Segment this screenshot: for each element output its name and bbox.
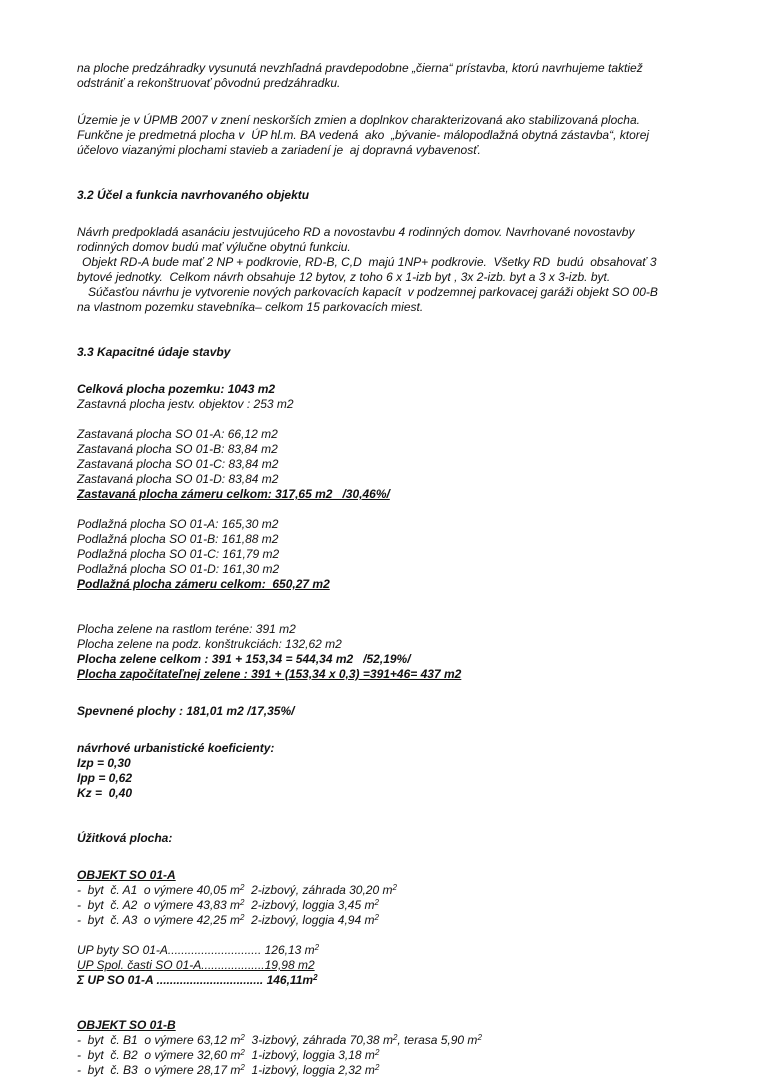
territory-line-1: Územie je v ÚPMB 2007 v znení neskorších zmien a doplnkov charakterizovaná ako stabilizovaná plocha. (77, 113, 640, 127)
useful-area-heading: Úžitková plocha: (77, 831, 173, 845)
section-3-2-heading: 3.2 Účel a funkcia navrhovaného objektu (77, 188, 310, 202)
coefficient-ipp: Ipp = 0,62 (77, 771, 133, 785)
green-total: Plocha zelene celkom : 391 + 153,34 = 544,34 m2 /52,19%/ (77, 652, 411, 666)
coefficient-izp: Izp = 0,30 (77, 756, 131, 770)
object-a-sum-common: UP Spol. časti SO 01-A...................19,98 m2 (77, 958, 315, 972)
intro-line-1: na ploche predzáhradky vysunutá nevzhľadná pravdepodobne „čierna“ prístavba, ktorú navrhujeme taktiež (77, 61, 643, 75)
green-structures: Plocha zelene na podz. konštrukciách: 132,62 m2 (77, 637, 342, 651)
object-a-title: OBJEKT SO 01-A (77, 868, 176, 882)
floor-area-d: Podlažná plocha SO 01-D: 161,30 m2 (77, 562, 280, 576)
document-page (77, 61, 717, 1078)
purpose-line-4: bytové jednotky. Celkom návrh obsahuje 12 bytov, z toho 6 x 1-izb byt , 3x 2-izb. byt a 3 x 3-izb. byt. (77, 270, 611, 284)
object-b-row-2: - byt č. B2 o výmere 32,60 $m^2$ 1-izbový, loggia 3,18 $m^2$ (77, 1048, 380, 1062)
built-area-b: Zastavaná plocha SO 01-B: 83,84 m2 (77, 442, 278, 456)
coefficients-heading: návrhové urbanistické koeficienty: (77, 741, 275, 755)
purpose-line-1: Návrh predpokladá asanáciu jestvujúceho RD a novostavbu 4 rodinných domov. Navrhované novostavby (77, 225, 635, 239)
green-ground: Plocha zelene na rastlom teréne: 391 m2 (77, 622, 296, 636)
object-b-row-3: - byt č. B3 o výmere 28,17 $m^2$ 1-izbový, loggia 2,32 $m^2$ (77, 1063, 380, 1077)
paved-area: Spevnené plochy : 181,01 m2 /17,35%/ (77, 704, 295, 718)
total-plot-area: Celková plocha pozemku: 1043 m2 (77, 382, 276, 396)
object-a-row-2: - byt č. A2 o výmere 43,83 $m^2$ 2-izbový, loggia 3,45 $m^2$ (77, 898, 379, 912)
object-a-sum-flats: UP byty SO 01-A............................ 126,13 $m^2$ (77, 943, 320, 957)
built-area-d: Zastavaná plocha SO 01-D: 83,84 m2 (77, 472, 279, 486)
green-counted: Plocha započítateľnej zelene : 391 + (153,34 x 0,3) =391+46= 437 m2 (77, 667, 462, 681)
floor-area-b: Podlažná plocha SO 01-B: 161,88 m2 (77, 532, 279, 546)
built-area-a: Zastavaná plocha SO 01-A: 66,12 m2 (77, 427, 278, 441)
object-a-sum-total: Σ UP SO 01-A ................................ $146,11m^2$ (77, 973, 318, 987)
purpose-line-2: rodinných domov budú mať výlučne obytnú funkciu. (77, 240, 351, 254)
section-3-3-heading: 3.3 Kapacitné údaje stavby (77, 345, 231, 359)
object-a-row-3: - byt č. A3 o výmere 42,25 $m^2$ 2-izbový, loggia 4,94 $m^2$ (77, 913, 379, 927)
intro-line-2: odstrániť a rekonštruovať pôvodnú predzáhradku. (77, 76, 341, 90)
object-b-title: OBJEKT SO 01-B (77, 1018, 176, 1032)
floor-area-total: Podlažná plocha zámeru celkom: 650,27 m2 (77, 577, 330, 591)
existing-built-area: Zastavná plocha jestv. objektov : 253 m2 (77, 397, 294, 411)
territory-line-3: účelovo viazanými plochami stavieb a zariadení je aj dopravná vybavenosť. (77, 143, 481, 157)
coefficient-kz: Kz = 0,40 (77, 786, 133, 800)
built-area-c: Zastavaná plocha SO 01-C: 83,84 m2 (77, 457, 279, 471)
floor-area-c: Podlažná plocha SO 01-C: 161,79 m2 (77, 547, 280, 561)
purpose-line-5: Súčasťou návrhu je vytvorenie nových parkovacích kapacít v podzemnej parkovacej garáži objekt SO 00-B (88, 285, 658, 299)
object-a-row-1: - byt č. A1 o výmere 40,05 $m^2$ 2-izbový, záhrada 30,20 $m^2$ (77, 883, 397, 897)
object-b-row-1: - byt č. B1 o výmere 63,12 $m^2$ 3-izbový, záhrada 70,38 $m^2$, terasa 5,90 $m^2$ (77, 1033, 482, 1047)
purpose-line-3: Objekt RD-A bude mať 2 NP + podkrovie, RD-B, C,D majú 1NP+ podkrovie. Všetky RD budú obsahovať 3 (82, 255, 657, 269)
territory-line-2: Funkčne je predmetná plocha v ÚP hl.m. BA vedená ako „bývanie- málopodlažná obytná zástavba“, ktorej (77, 128, 650, 142)
built-area-total: Zastavaná plocha zámeru celkom: 317,65 m2 /30,46%/ (77, 487, 390, 501)
floor-area-a: Podlažná plocha SO 01-A: 165,30 m2 (77, 517, 279, 531)
purpose-line-6: na vlastnom pozemku stavebníka– celkom 15 parkovacích miest. (77, 300, 424, 314)
